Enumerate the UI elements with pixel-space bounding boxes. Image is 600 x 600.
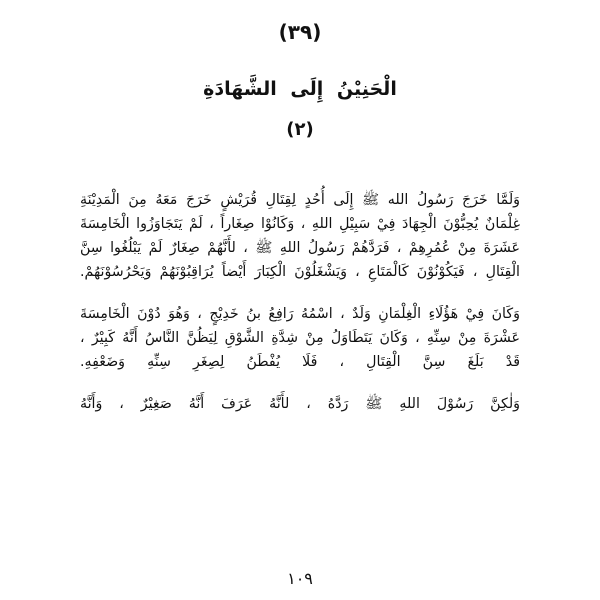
section-number: (٢) [286,119,314,141]
paragraph-2: وَكَانَ فِيْ هَؤُلَاءِ الْغِلْمَانِ وَلَدٌ ، اسْمُهُ رَافِعُ بنُ خَدِيْجٍ ، وَهُوَ دُوْنَ الْخَامِسَةَ عَشْرَةَ مِنْ سِنِّهِ ، وَكَانَ يَتَطَاوَلُ مِنْ شِدَّةِ الشَّوْقِ لِيَظُنَّ النَّاسُ أَنَّهُ كَبِيْرٌ ، قَدْ بَلَغَ سِنَّ الْقِتَالِ ، فَلَا يُفْطَنُ لِصِغَرِ سِنِّهِ وَضَعْفِهِ. [80,306,520,371]
paragraph-3: وَلٰكِنَّ رَسُوْلَ اللهِ ﷺ رَدَّهُ ، لأَنَّهُ عَرَفَ أَنَّهُ صَغِيْرٌ ، وَأَنَّهُ [80,396,520,413]
chapter-number: (٣٩) [278,20,322,44]
paragraph-1: وَلَمَّا خَرَجَ رَسُولُ الله ﷺ إِلَى أُحُدٍ لِقِتَالِ قُرَيْشٍ خَرَجَ مَعَهُ مِنَ الْمَدِيْنَةِ غِلْمَانٌ يُحِبُّوْنَ الْجِهَادَ فِيْ سَبِيْلِ اللهِ ، وَكَانُوْا صِغَاراً ، لَمْ يَتَجَاوَزُوا الْخَامِسَةَ عَشَرَةَ مِنْ عُمُرِهِمْ ، فَرَدَّهُمْ رَسُولُ اللهِ ﷺ ، لأَنَّهُمْ صِغَارٌ لَمْ يَبْلُغُوا سِنَّ الْقِتَالِ ، فَيَكُوْنُوْنَ كَالْمَتَاعِ ، وَيَشْغَلُوْنَ الْكِبَارَ أَيْضاً يُرَاقِبُوْنَهُمْ وَيَحْرُسُوْنَهُمْ. [80,192,520,281]
page-title: الْحَنِيْنُ إِلَى الشَّهَادَةِ [203,77,397,100]
body-text [80,188,520,416]
page-number: ١٠٩ [287,569,313,588]
